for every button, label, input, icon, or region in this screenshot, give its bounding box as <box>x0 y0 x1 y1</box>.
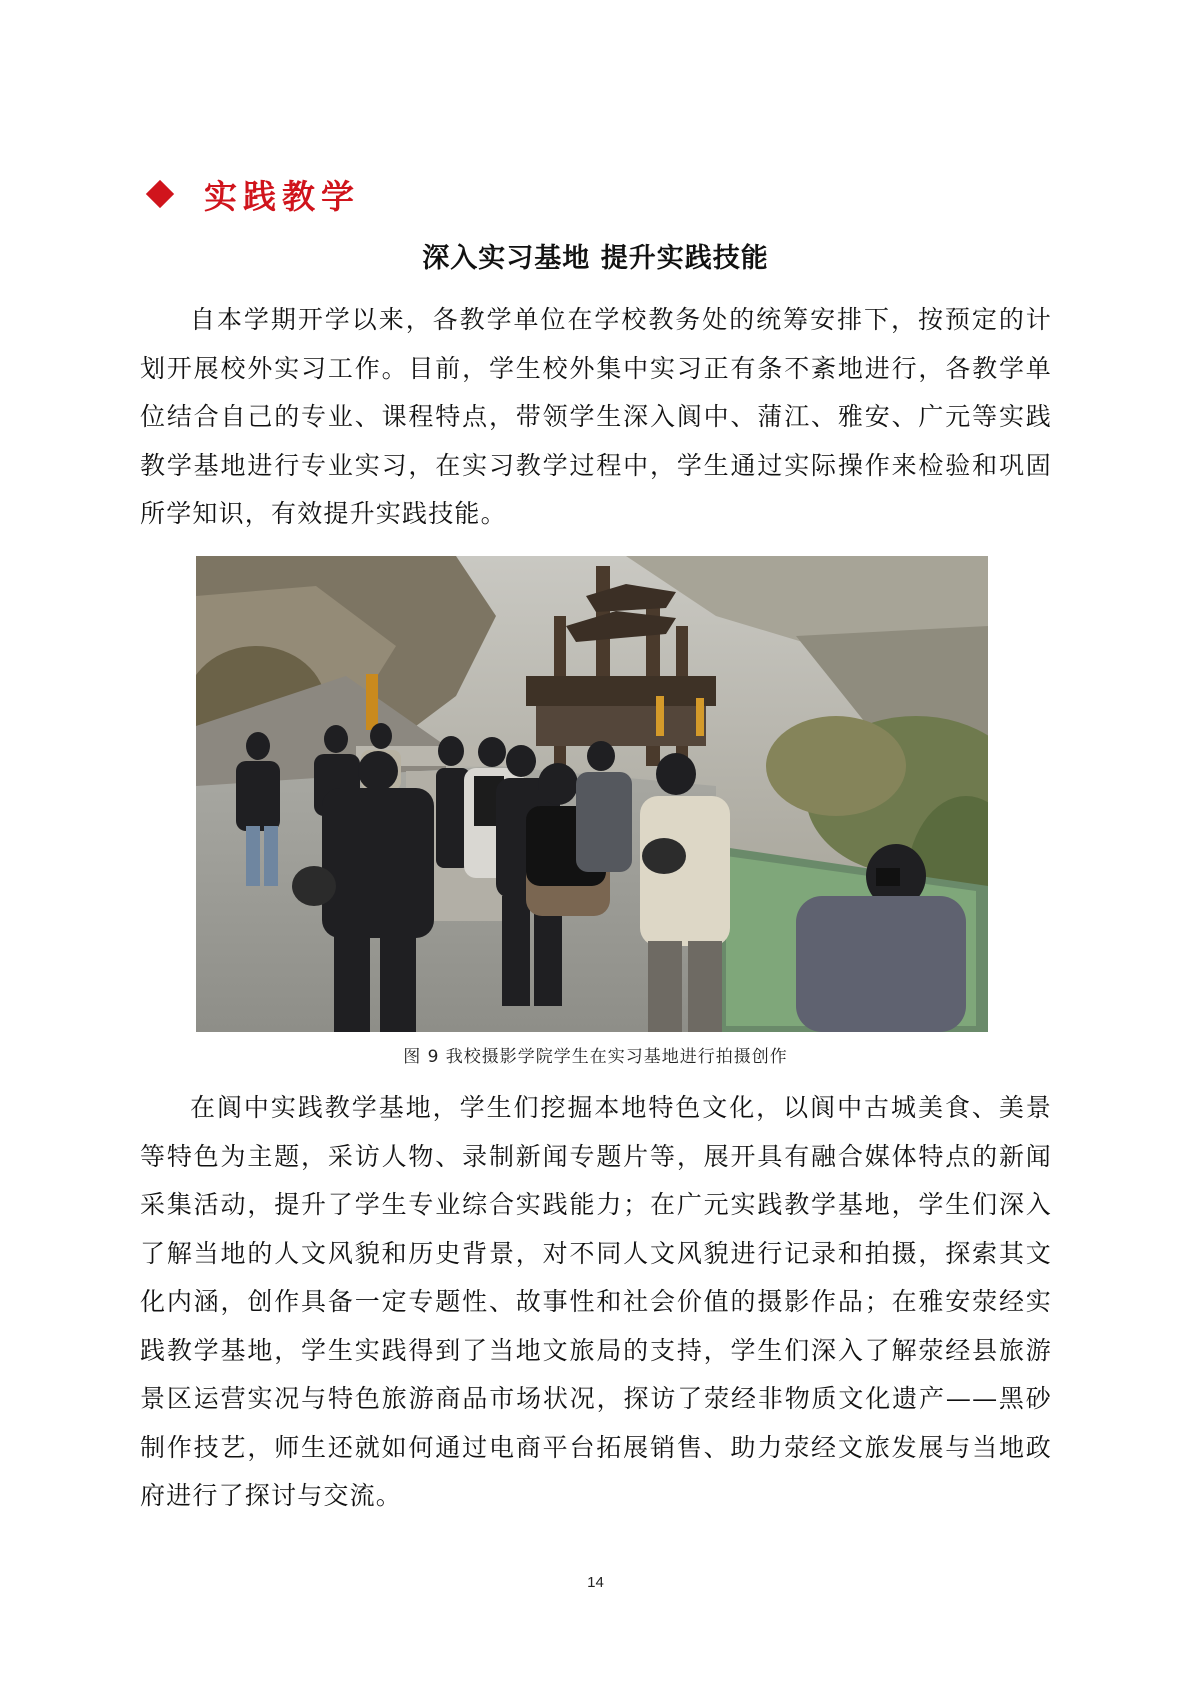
figure-caption: 图 9 我校摄影学院学生在实习基地进行拍摄创作 <box>403 1047 788 1067</box>
body-paragraph: 自本学期开学以来，各教学单位在学校教务处的统筹安排下，按预定的计划开展校外实习工作。目前，学生校外集中实习正有条不紊地进行，各教学单位结合自己的专业、课程特点，带领学生深入阆中、蒲江、雅安、广元等实践教学基地进行专业实习，在实习教学过程中，学生通过实际操作来检验和巩固所学知识，有效提升实践技能。 <box>140 305 1052 528</box>
section-title: 实践教学 <box>204 176 360 216</box>
section-header <box>140 170 360 218</box>
photo-students-shooting <box>196 556 988 1032</box>
diamond-bullet-icon <box>146 180 174 208</box>
body-paragraph: 在阆中实践教学基地，学生们挖掘本地特色文化，以阆中古城美食、美景等特色为主题，采访人物、录制新闻专题片等，展开具有融合媒体特点的新闻采集活动，提升了学生专业综合实践能力；在广元实践教学基地，学生们深入了解当地的人文风貌和历史背景，对不同人文风貌进行记录和拍摄，探索其文化内涵，创作具备一定专题性、故事性和社会价值的摄影作品；在雅安荥经实践教学基地，学生实践得到了当地文旅局的支持，学生们深入了解荥经县旅游景区运营实况与特色旅游商品市场状况，探访了荥经非物质文化遗产——黑砂制作技艺，师生还就如何通过电商平台拓展销售、助力荥经文旅发展与当地政府进行了探讨与交流。 <box>140 1093 1052 1510</box>
article-title: 深入实习基地 提升实践技能 <box>422 243 769 274</box>
page-number: 14 <box>587 1574 604 1591</box>
